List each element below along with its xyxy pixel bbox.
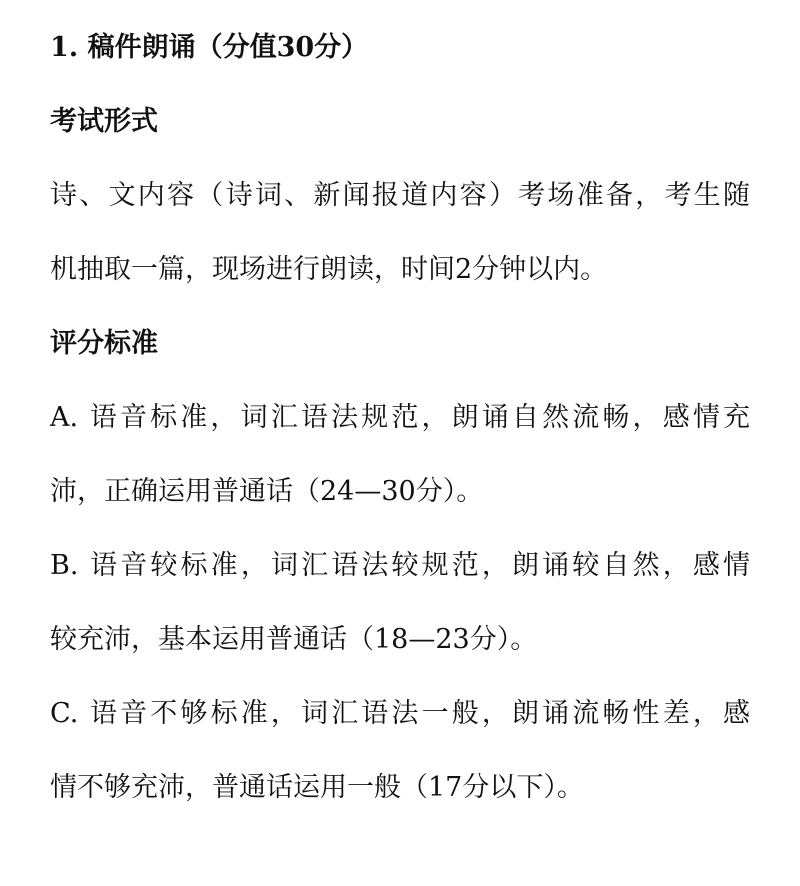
criteria-a-line-2: 沛，正确运用普通话（24—30分）。 bbox=[50, 476, 484, 507]
criteria-c-line-1: C. 语音不够标准，词汇语法一般，朗诵流畅性差，感 bbox=[50, 698, 750, 729]
document-title: 1. 稿件朗诵（分值30分） bbox=[50, 32, 369, 63]
section-heading-exam-format: 考试形式 bbox=[50, 106, 158, 137]
section-heading-scoring-criteria: 评分标准 bbox=[50, 328, 158, 359]
exam-format-line-2: 机抽取一篇，现场进行朗读，时间2分钟以内。 bbox=[50, 254, 608, 285]
criteria-b-line-1: B. 语音较标准，词汇语法较规范，朗诵较自然，感情 bbox=[50, 550, 750, 581]
criteria-c-line-2: 情不够充沛，普通话运用一般（17分以下）。 bbox=[50, 772, 584, 803]
criteria-a-line-1: A. 语音标准，词汇语法规范，朗诵自然流畅，感情充 bbox=[50, 402, 750, 433]
exam-format-line-1: 诗、文内容（诗词、新闻报道内容）考场准备，考生随 bbox=[50, 180, 750, 211]
criteria-b-line-2: 较充沛，基本运用普通话（18—23分）。 bbox=[50, 624, 538, 655]
